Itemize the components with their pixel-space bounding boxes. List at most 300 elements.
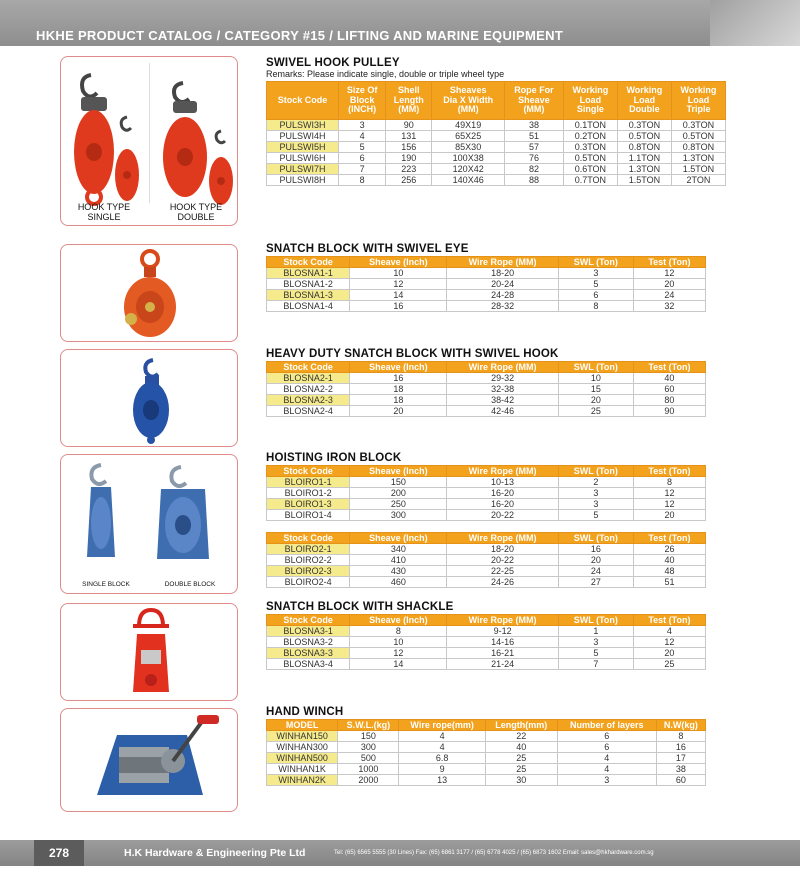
table-cell: 6: [557, 731, 656, 742]
column-header: Sheave (Inch): [350, 362, 447, 373]
table-cell: 17: [656, 753, 705, 764]
table-cell: 24: [633, 290, 705, 301]
table-cell: 65X25: [432, 131, 505, 142]
column-header-line: Load: [579, 94, 602, 105]
table-cell: 48: [633, 566, 705, 577]
table-cell: 12: [633, 488, 705, 499]
table-cell: 9: [399, 764, 485, 775]
table-cell: 8: [558, 301, 633, 312]
column-header: Stock Code: [267, 533, 350, 544]
table-cell: 82: [505, 164, 564, 175]
table-cell: 40: [633, 555, 705, 566]
table-cell: 4: [557, 753, 656, 764]
table-cell: 42-46: [447, 406, 558, 417]
column-header: Sheave (Inch): [350, 466, 447, 477]
table-cell: 8: [350, 626, 447, 637]
hand-winch-table: [266, 719, 706, 786]
column-header-line: Load: [687, 94, 710, 105]
table-cell: 8: [656, 731, 705, 742]
table-cell: 1000: [338, 764, 399, 775]
column-header: [617, 82, 671, 120]
table-cell: 20-22: [447, 510, 558, 521]
stock-code-cell: BLOIRO2-1: [267, 544, 350, 555]
column-header: [339, 82, 386, 120]
table-cell: 256: [386, 175, 432, 186]
stock-code-cell: BLOSNA2-3: [267, 395, 350, 406]
table-cell: 18: [350, 395, 447, 406]
column-header: Test (Ton): [633, 533, 705, 544]
table-cell: 0.6TON: [563, 164, 617, 175]
column-header: [386, 82, 432, 120]
table-row: [267, 499, 706, 510]
column-header-line: Length: [393, 94, 424, 105]
column-header: Stock Code: [267, 362, 350, 373]
table-header-row: [267, 466, 706, 477]
column-header: MODEL: [267, 720, 338, 731]
table-cell: 156: [386, 142, 432, 153]
column-header-line: Single: [576, 104, 604, 115]
table-cell: 4: [399, 731, 485, 742]
table-cell: 1.1TON: [617, 153, 671, 164]
table-row: [267, 301, 706, 312]
table-cell: 18: [350, 384, 447, 395]
table-cell: 85X30: [432, 142, 505, 153]
table-cell: 20: [633, 510, 705, 521]
column-header: Wire Rope (MM): [447, 257, 558, 268]
table-cell: 20: [633, 648, 705, 659]
table-row: [267, 175, 726, 186]
table-row: [267, 577, 706, 588]
table-row: [267, 279, 706, 290]
table-cell: 120X42: [432, 164, 505, 175]
column-header: Wire Rope (MM): [447, 533, 558, 544]
column-header: Test (Ton): [633, 362, 705, 373]
table-cell: 6.8: [399, 753, 485, 764]
stock-code-cell: PULSWI8H: [267, 175, 339, 186]
table-cell: 6: [339, 153, 386, 164]
table-cell: 20: [633, 279, 705, 290]
table-row: [267, 395, 706, 406]
column-header: Sheave (Inch): [350, 533, 447, 544]
table-cell: 25: [485, 764, 557, 775]
swivel-hook-pulley-table: [266, 81, 726, 186]
column-header: Wire Rope (MM): [447, 615, 558, 626]
snatch-block-swivel-eye-image: [60, 244, 238, 342]
column-header-line: Load: [633, 94, 656, 105]
stock-code-cell: PULSWI3H: [267, 120, 339, 131]
table-cell: 250: [350, 499, 447, 510]
column-header: SWL (Ton): [558, 466, 633, 477]
table-cell: 4: [399, 742, 485, 753]
stock-code-cell: BLOIRO2-2: [267, 555, 350, 566]
table-cell: 5: [339, 142, 386, 153]
table-cell: 6: [557, 742, 656, 753]
table-row: [267, 164, 726, 175]
stock-code-cell: BLOSNA3-2: [267, 637, 350, 648]
stock-code-cell: PULSWI6H: [267, 153, 339, 164]
table-cell: 20-22: [447, 555, 558, 566]
table-cell: 60: [656, 775, 705, 786]
column-header: [432, 82, 505, 120]
table-cell: 18-20: [447, 544, 558, 555]
table-cell: 15: [558, 384, 633, 395]
stock-code-cell: BLOSNA2-2: [267, 384, 350, 395]
stock-code-cell: PULSWI7H: [267, 164, 339, 175]
column-header: Stock Code: [267, 615, 350, 626]
table-cell: 60: [633, 384, 705, 395]
table-cell: 0.3TON: [563, 142, 617, 153]
heavy-duty-snatch-table: [266, 361, 706, 417]
snatch-swivel-eye-table: [266, 256, 706, 312]
stock-code-cell: BLOIRO2-4: [267, 577, 350, 588]
stock-code-cell: WINHAN500: [267, 753, 338, 764]
table-cell: 20: [350, 406, 447, 417]
table-cell: 131: [386, 131, 432, 142]
table-cell: 430: [350, 566, 447, 577]
column-header-line: (MM): [398, 104, 420, 115]
table-row: [267, 406, 706, 417]
column-header: SWL (Ton): [558, 615, 633, 626]
column-header-line: Sheaves: [449, 85, 487, 96]
table-row: [267, 120, 726, 131]
table-cell: 1.3TON: [617, 164, 671, 175]
section-title-heavy-duty-snatch: HEAVY DUTY SNATCH BLOCK WITH SWIVEL HOOK: [266, 348, 559, 360]
hoisting-iron-block-table-b: [266, 532, 706, 588]
column-header-line: Sheave: [518, 94, 550, 105]
table-cell: 7: [339, 164, 386, 175]
caption-hook-type-double: HOOK TYPE DOUBLE: [169, 202, 223, 222]
section-title-hand-winch: HAND WINCH: [266, 706, 344, 718]
column-header: N.W(kg): [656, 720, 705, 731]
table-row: [267, 566, 706, 577]
column-header: Test (Ton): [633, 257, 705, 268]
stock-code-cell: WINHAN1K: [267, 764, 338, 775]
table-cell: 40: [633, 373, 705, 384]
table-row: [267, 384, 706, 395]
table-row: [267, 153, 726, 164]
column-header-line: (MM): [523, 104, 545, 115]
section-title-hoisting-iron-block: HOISTING IRON BLOCK: [266, 452, 402, 464]
table-row: [267, 659, 706, 670]
table-cell: 410: [350, 555, 447, 566]
column-header: Sheave (Inch): [350, 257, 447, 268]
company-name: H.K Hardware & Engineering Pte Ltd: [124, 847, 306, 859]
column-header: [563, 82, 617, 120]
column-header: SWL (Ton): [558, 533, 633, 544]
table-cell: 300: [350, 510, 447, 521]
column-header-line: Working: [626, 85, 663, 96]
table-row: [267, 753, 706, 764]
table-cell: 2000: [338, 775, 399, 786]
snatch-block-shackle-image: [60, 603, 238, 701]
table-cell: 0.8TON: [671, 142, 725, 153]
table-row: [267, 626, 706, 637]
table-cell: 20: [558, 395, 633, 406]
column-header: [671, 82, 725, 120]
column-header: Wire rope(mm): [399, 720, 485, 731]
stock-code-cell: WINHAN300: [267, 742, 338, 753]
table-cell: 8: [339, 175, 386, 186]
section-title-swivel-hook-pulley: SWIVEL HOOK PULLEY: [266, 57, 400, 69]
table-cell: 0.3TON: [617, 120, 671, 131]
table-cell: 14: [350, 290, 447, 301]
table-cell: 5: [558, 648, 633, 659]
hoisting-iron-block-table-a: [266, 465, 706, 521]
table-cell: 25: [633, 659, 705, 670]
blue-snatch-block-illustration: [61, 350, 238, 447]
table-cell: 300: [338, 742, 399, 753]
table-cell: 16-20: [447, 499, 558, 510]
table-row: [267, 488, 706, 499]
table-cell: 90: [386, 120, 432, 131]
table-cell: 5: [558, 510, 633, 521]
table-cell: 80: [633, 395, 705, 406]
table-cell: 18-20: [447, 268, 558, 279]
column-header-line: Size Of: [346, 85, 378, 96]
column-header: Length(mm): [485, 720, 557, 731]
table-cell: 10: [558, 373, 633, 384]
table-cell: 12: [633, 268, 705, 279]
table-cell: 90: [633, 406, 705, 417]
table-cell: 16-20: [447, 488, 558, 499]
stock-code-cell: BLOIRO1-3: [267, 499, 350, 510]
section-title-snatch-swivel-eye: SNATCH BLOCK WITH SWIVEL EYE: [266, 243, 469, 255]
table-header-row: [267, 720, 706, 731]
column-header-line: Dia X Width: [443, 94, 494, 105]
table-cell: 27: [558, 577, 633, 588]
table-cell: 21-24: [447, 659, 558, 670]
red-shackle-block-illustration: [61, 604, 238, 701]
table-row: [267, 544, 706, 555]
table-cell: 2: [558, 477, 633, 488]
table-cell: 16: [558, 544, 633, 555]
table-cell: 150: [350, 477, 447, 488]
table-cell: 12: [350, 648, 447, 659]
column-header: Test (Ton): [633, 615, 705, 626]
table-cell: 4: [339, 131, 386, 142]
column-header: S.W.L.(kg): [338, 720, 399, 731]
table-cell: 32-38: [447, 384, 558, 395]
blue-iron-blocks-illustration: [61, 455, 238, 594]
table-cell: 0.5TON: [671, 131, 725, 142]
column-header: Number of layers: [557, 720, 656, 731]
table-cell: 0.2TON: [563, 131, 617, 142]
stock-code-cell: BLOSNA1-2: [267, 279, 350, 290]
table-row: [267, 131, 726, 142]
table-cell: 1.3TON: [671, 153, 725, 164]
table-header-row: [267, 82, 726, 120]
table-cell: 22: [485, 731, 557, 742]
stock-code-cell: BLOIRO1-1: [267, 477, 350, 488]
table-cell: 1.5TON: [617, 175, 671, 186]
table-cell: 4: [557, 764, 656, 775]
hand-winch-image: [60, 708, 238, 812]
column-header-line: Working: [680, 85, 717, 96]
table-cell: 12: [633, 499, 705, 510]
table-row: [267, 764, 706, 775]
stock-code-cell: WINHAN150: [267, 731, 338, 742]
table-cell: 16: [656, 742, 705, 753]
column-header-line: Triple: [686, 104, 711, 115]
section-title-snatch-shackle: SNATCH BLOCK WITH SHACKLE: [266, 601, 454, 613]
table-header-row: [267, 533, 706, 544]
stock-code-cell: WINHAN2K: [267, 775, 338, 786]
table-cell: 500: [338, 753, 399, 764]
column-header: [267, 82, 339, 120]
table-row: [267, 142, 726, 153]
stock-code-cell: BLOIRO1-2: [267, 488, 350, 499]
column-header-line: Rope For: [514, 85, 554, 96]
table-cell: 13: [399, 775, 485, 786]
table-row: [267, 648, 706, 659]
table-cell: 0.5TON: [563, 153, 617, 164]
table-row: [267, 637, 706, 648]
column-header-line: Double: [629, 104, 660, 115]
table-cell: 16-21: [447, 648, 558, 659]
table-cell: 76: [505, 153, 564, 164]
column-header-line: Shell: [397, 85, 420, 96]
stock-code-cell: PULSWI5H: [267, 142, 339, 153]
table-cell: 38: [505, 120, 564, 131]
column-header: Stock Code: [267, 466, 350, 477]
table-cell: 3: [558, 499, 633, 510]
table-cell: 150: [338, 731, 399, 742]
column-header-line: (MM): [457, 104, 479, 115]
table-row: [267, 373, 706, 384]
hand-winch-illustration: [61, 709, 238, 812]
table-cell: 25: [485, 753, 557, 764]
stock-code-cell: PULSWI4H: [267, 131, 339, 142]
table-cell: 140X46: [432, 175, 505, 186]
table-cell: 88: [505, 175, 564, 186]
table-cell: 3: [339, 120, 386, 131]
column-header: Stock Code: [267, 257, 350, 268]
table-cell: 200: [350, 488, 447, 499]
table-header-row: [267, 615, 706, 626]
table-cell: 20-24: [447, 279, 558, 290]
stock-code-cell: BLOSNA2-4: [267, 406, 350, 417]
table-cell: 3: [557, 775, 656, 786]
column-header: SWL (Ton): [558, 362, 633, 373]
table-row: [267, 268, 706, 279]
column-header-line: (INCH): [348, 104, 377, 115]
table-cell: 14-16: [447, 637, 558, 648]
table-row: [267, 477, 706, 488]
table-cell: 28-32: [447, 301, 558, 312]
table-cell: 25: [558, 406, 633, 417]
table-row: [267, 775, 706, 786]
swivel-hook-pulley-remark: Remarks: Please indicate single, double or triple wheel type: [266, 69, 505, 79]
table-cell: 223: [386, 164, 432, 175]
table-cell: 340: [350, 544, 447, 555]
stock-code-cell: BLOSNA2-1: [267, 373, 350, 384]
table-cell: 38-42: [447, 395, 558, 406]
table-cell: 24-28: [447, 290, 558, 301]
stock-code-cell: BLOIRO1-4: [267, 510, 350, 521]
column-header: Wire Rope (MM): [447, 362, 558, 373]
table-cell: 51: [505, 131, 564, 142]
table-cell: 24: [558, 566, 633, 577]
caption-double-block: DOUBLE BLOCK: [164, 581, 216, 588]
table-cell: 20: [558, 555, 633, 566]
orange-snatch-block-illustration: [61, 245, 238, 342]
table-cell: 6: [558, 290, 633, 301]
column-header-line: Block: [349, 94, 375, 105]
table-cell: 3: [558, 637, 633, 648]
table-row: [267, 555, 706, 566]
heavy-duty-snatch-block-image: [60, 349, 238, 447]
table-cell: 38: [656, 764, 705, 775]
table-cell: 0.3TON: [671, 120, 725, 131]
table-cell: 10: [350, 637, 447, 648]
table-cell: 2TON: [671, 175, 725, 186]
snatch-shackle-table: [266, 614, 706, 670]
hoisting-iron-block-image: [60, 454, 238, 594]
table-row: [267, 290, 706, 301]
table-row: [267, 731, 706, 742]
caption-single-block: SINGLE BLOCK: [82, 581, 130, 588]
table-cell: 57: [505, 142, 564, 153]
catalog-header-bar: [0, 0, 800, 46]
table-cell: 0.5TON: [617, 131, 671, 142]
stock-code-cell: BLOSNA1-1: [267, 268, 350, 279]
header-corner-decoration: [710, 0, 800, 46]
stock-code-cell: BLOSNA1-3: [267, 290, 350, 301]
table-cell: 0.8TON: [617, 142, 671, 153]
contact-info: Tel: (65) 6565 5555 (30 Lines) Fax: (65) 6861 3177 / (65) 6778 4025 / (65) 6873 1602 Email: sales@hkhardware.com.sg: [334, 850, 654, 856]
swivel-hook-pulley-image: [60, 56, 238, 226]
table-cell: 7: [558, 659, 633, 670]
column-header-line: Working: [572, 85, 609, 96]
table-row: [267, 510, 706, 521]
table-cell: 8: [633, 477, 705, 488]
table-cell: 32: [633, 301, 705, 312]
caption-hook-type-single: HOOK TYPE SINGLE: [77, 202, 131, 222]
table-cell: 0.1TON: [563, 120, 617, 131]
table-cell: 10-13: [447, 477, 558, 488]
table-cell: 22-25: [447, 566, 558, 577]
table-cell: 100X38: [432, 153, 505, 164]
table-cell: 460: [350, 577, 447, 588]
table-cell: 29-32: [447, 373, 558, 384]
table-cell: 40: [485, 742, 557, 753]
table-cell: 3: [558, 268, 633, 279]
table-cell: 1.5TON: [671, 164, 725, 175]
table-cell: 12: [350, 279, 447, 290]
column-header-line: Stock Code: [277, 94, 328, 105]
table-cell: 24-26: [447, 577, 558, 588]
catalog-title: HKHE PRODUCT CATALOG / CATEGORY #15 / LIFTING AND MARINE EQUIPMENT: [36, 28, 564, 43]
column-header: Wire Rope (MM): [447, 466, 558, 477]
table-cell: 16: [350, 301, 447, 312]
table-cell: 9-12: [447, 626, 558, 637]
column-header: SWL (Ton): [558, 257, 633, 268]
table-cell: 10: [350, 268, 447, 279]
table-cell: 4: [633, 626, 705, 637]
stock-code-cell: BLOSNA3-1: [267, 626, 350, 637]
stock-code-cell: BLOSNA3-3: [267, 648, 350, 659]
table-cell: 51: [633, 577, 705, 588]
column-header: [505, 82, 564, 120]
column-header: Sheave (Inch): [350, 615, 447, 626]
column-header: Test (Ton): [633, 466, 705, 477]
table-header-row: [267, 257, 706, 268]
table-header-row: [267, 362, 706, 373]
stock-code-cell: BLOIRO2-3: [267, 566, 350, 577]
table-row: [267, 742, 706, 753]
table-cell: 5: [558, 279, 633, 290]
stock-code-cell: BLOSNA1-4: [267, 301, 350, 312]
